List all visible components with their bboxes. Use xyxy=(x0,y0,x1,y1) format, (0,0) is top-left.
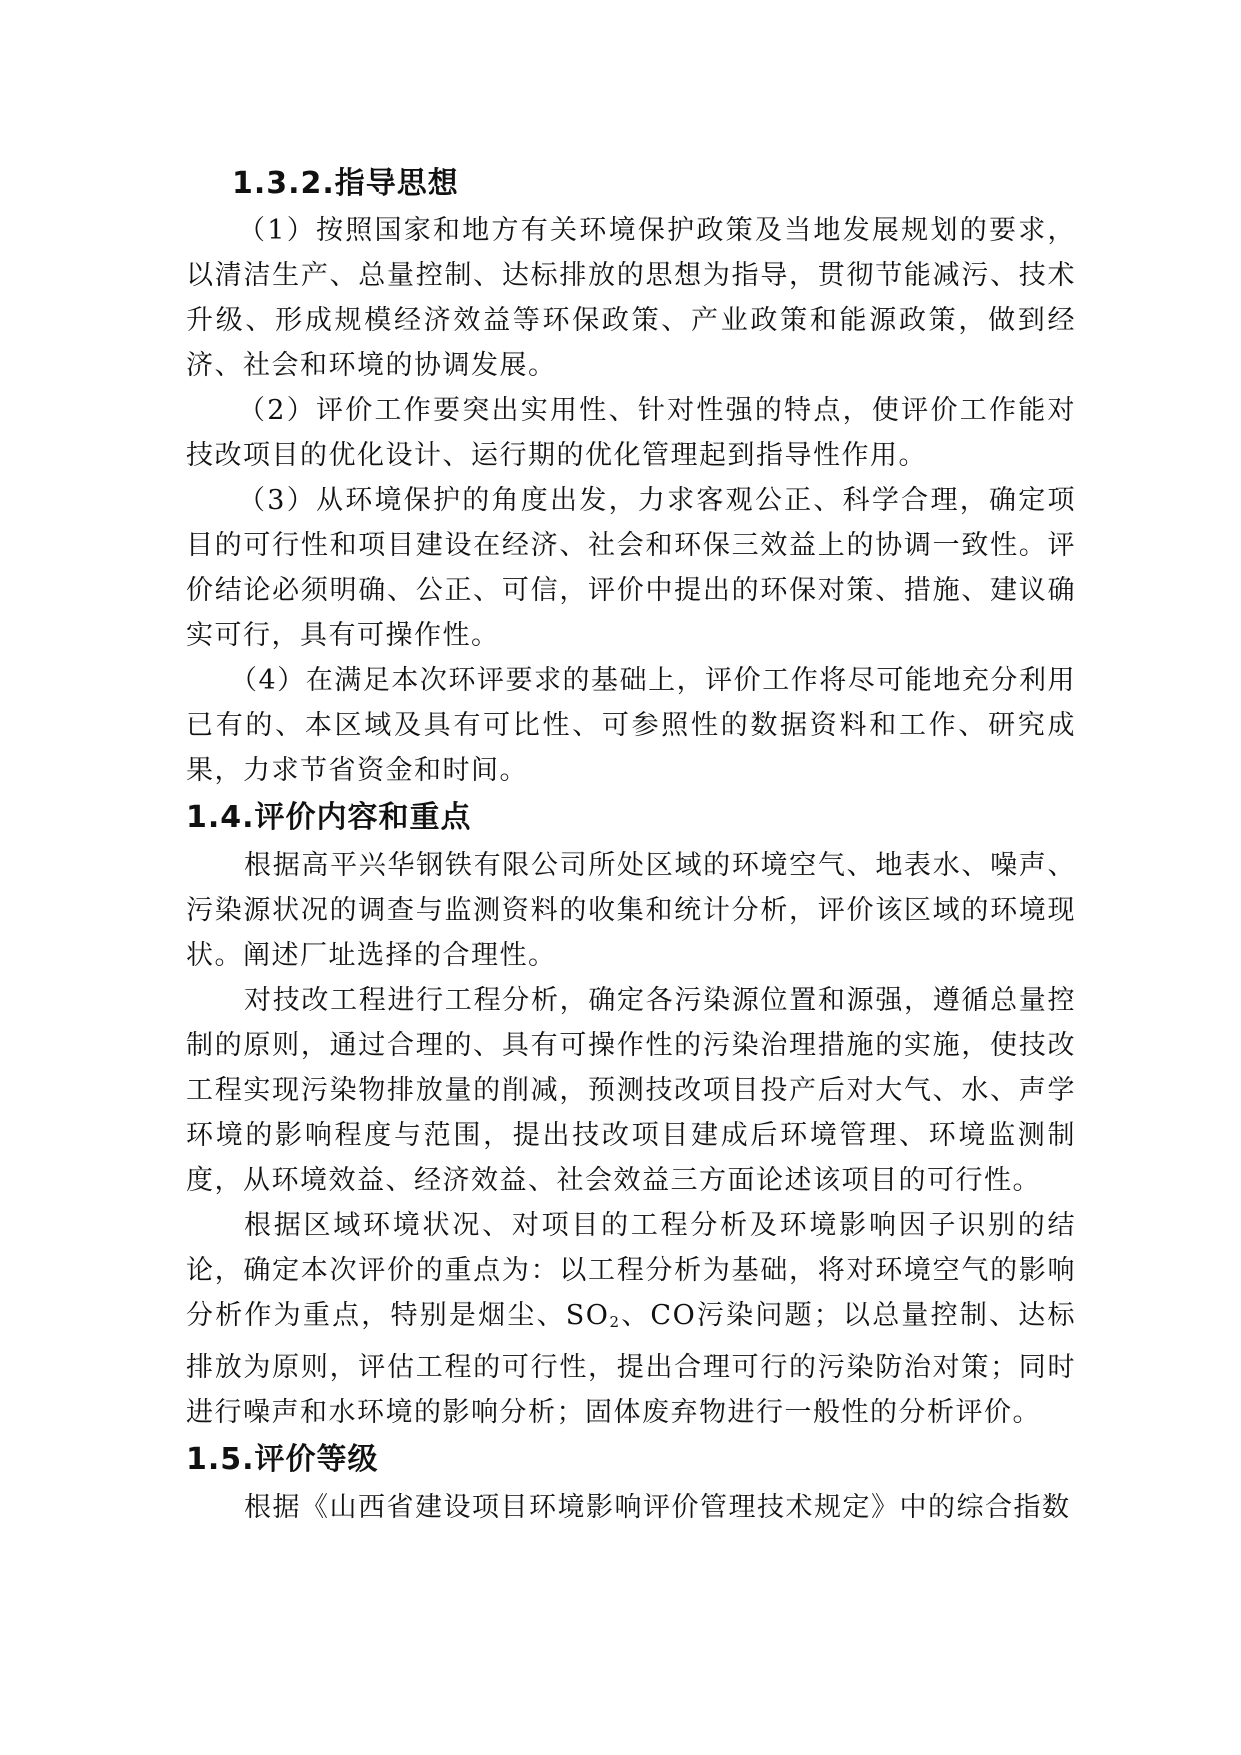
content-paragraph-3-part-a: 根据区域环境状况、对项目的工程分析及环境影响因子识别的结论，确定本次评价的重点为：以工程分析为基础，将对环境空气的影响分析作为重点，特别是烟尘、SO xyxy=(186,1210,1076,1331)
guideline-item-1: （1）按照国家和地方有关环境保护政策及当地发展规划的要求，以清洁生产、总量控制、达标排放的思想为指导，贯彻节能减污、技术升级、形成规模经济效益等环保政策、产业政策和能源政策，做到经济、社会和环境的协调发展。 xyxy=(186,215,1076,381)
guideline-item-3: （3）从环境保护的角度出发，力求客观公正、科学合理，确定项目的可行性和项目建设在经济、社会和环保三效益上的协调一致性。评价结论必须明确、公正、可信，评价中提出的环保对策、措施、建议确实可行，具有可操作性。 xyxy=(186,485,1076,651)
heading-1-3-2: 1.3.2.指导思想 xyxy=(232,166,459,201)
guideline-item-2: （2）评价工作要突出实用性、针对性强的特点，使评价工作能对技改项目的优化设计、运行期的优化管理起到指导性作用。 xyxy=(186,395,1076,471)
content-paragraph-3-part-b: 、CO污染问题；以总量控制、达标排放为原则，评估工程的可行性，提出合理可行的污染防治对策；同时进行噪声和水环境的影响分析；固体废弃物进行一般性的分析评价。 xyxy=(186,1300,1077,1428)
grade-paragraph-1: 根据《山西省建设项目环境影响评价管理技术规定》中的综合指数 xyxy=(244,1492,1071,1523)
heading-1-5: 1.5.评价等级 xyxy=(186,1442,379,1477)
document-page xyxy=(186,160,1076,1530)
content-paragraph-3 xyxy=(186,1203,1076,1435)
heading-1-4: 1.4.评价内容和重点 xyxy=(186,800,472,835)
so2-subscript: 2 xyxy=(609,1313,621,1331)
content-paragraph-1: 根据高平兴华钢铁有限公司所处区域的环境空气、地表水、噪声、污染源状况的调查与监测资料的收集和统计分析，评价该区域的环境现状。阐述厂址选择的合理性。 xyxy=(186,850,1076,971)
content-paragraph-2: 对技改工程进行工程分析，确定各污染源位置和源强，遵循总量控制的原则，通过合理的、具有可操作性的污染治理措施的实施，使技改工程实现污染物排放量的削减，预测技改项目投产后对大气、水、声学环境的影响程度与范围，提出技改项目建成后环境管理、环境监测制度，从环境效益、经济效益、社会效益三方面论述该项目的可行性。 xyxy=(186,985,1076,1196)
guideline-item-4: （4）在满足本次环评要求的基础上，评价工作将尽可能地充分利用已有的、本区域及具有可比性、可参照性的数据资料和工作、研究成果，力求节省资金和时间。 xyxy=(186,665,1076,786)
